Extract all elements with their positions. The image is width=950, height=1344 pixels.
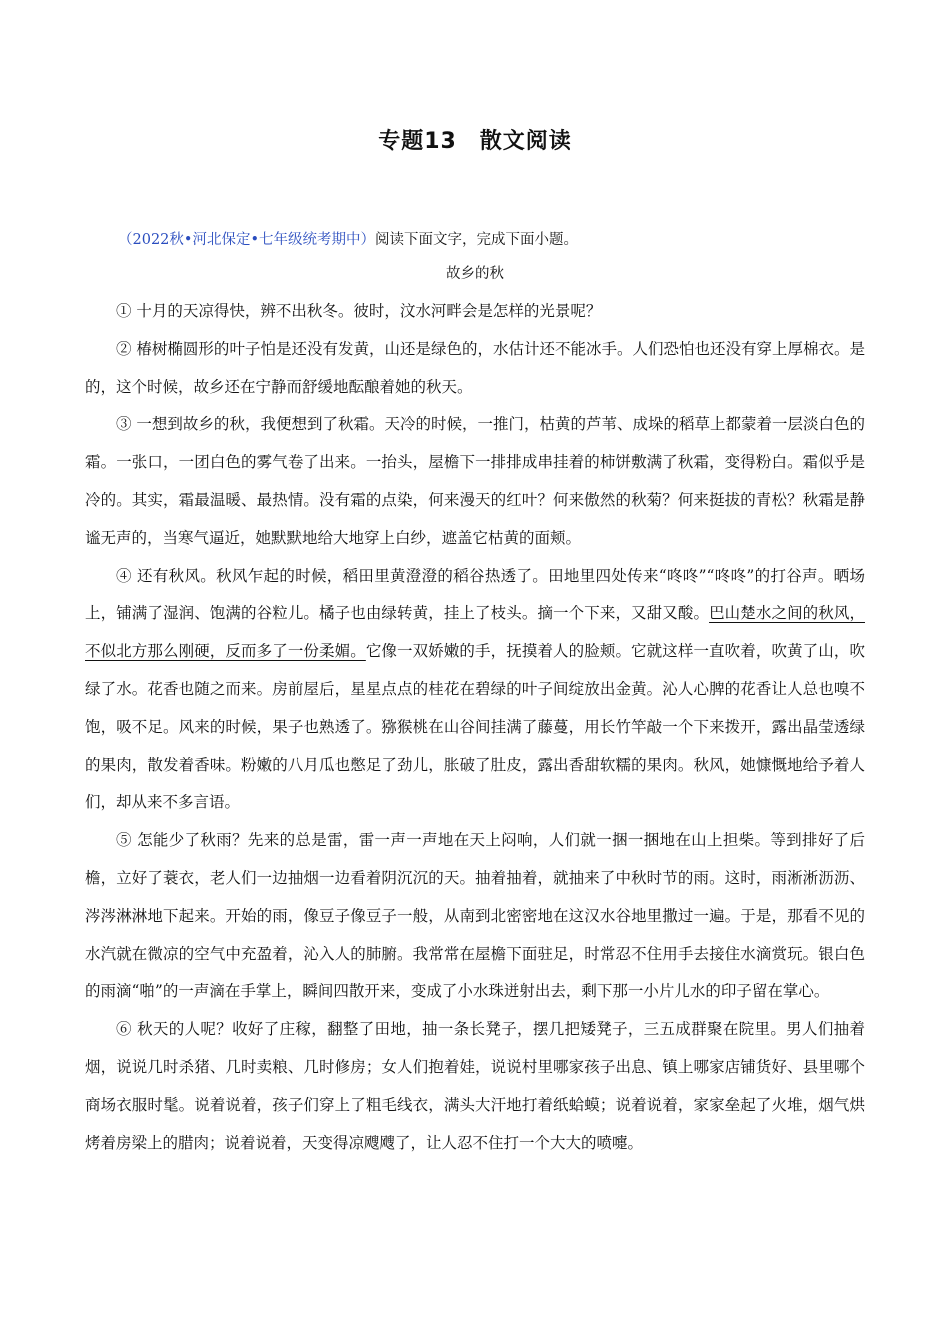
- paragraph-6: ⑥ 秋天的人呢？收好了庄稼，翻整了田地，抽一条长凳子，摆几把矮凳子，三五成群聚在院里。男人们抽着烟，说说几时杀猪、几时卖粮、几时修房；女人们抱着娃，说说村里哪家孩子出息、镇上哪家店铺货好、县里哪个商场衣服时髦。说着说着，孩子们穿上了粗毛线衣，满头大汗地打着纸蛤蟆；说着说着，家家垒起了火堆，烟气烘烤着房梁上的腊肉；说着说着，天变得凉飕飕了，让人忍不住打一个大大的喷嚏。: [85, 1020, 865, 1152]
- essay-title: 故乡的秋: [446, 266, 504, 282]
- paragraph-3: ③ 一想到故乡的秋，我便想到了秋霜。天冷的时候，一推门，枯黄的芦苇、成垛的稻草上都蒙着一层淡白色的霜。一张口，一团白色的雾气卷了出来。一抬头，屋檐下一排排成串挂着的柿饼敷满了秋霜，变得粉白。霜似乎是冷的。其实，霜最温暖、最热情。没有霜的点染，何来漫天的红叶？何来傲然的秋菊？何来挺拔的青松？秋霜是静谧无声的，当寒气逼近，她默默地给大地穿上白纱，遮盖它枯黄的面颊。: [85, 415, 865, 547]
- underlined-sentence: 巴山楚水之间的秋风，不似北方那么刚硬，反而多了一份柔媚。: [85, 604, 865, 661]
- paragraph-5: ⑤ 怎能少了秋雨？先来的总是雷，雷一声一声地在天上闷响，人们就一捆一捆地在山上担柴。等到排好了后檐，立好了蓑衣，老人们一边抽烟一边看着阴沉沉的天。抽着抽着，就抽来了中秋时节的雨。这时，雨淅淅沥沥、涔涔淋淋地下起来。开始的雨，像豆子像豆子一般，从南到北密密地在这汉水谷地里撒过一遍。于是，那看不见的水汽就在微凉的空气中充盈着，沁入人的肺腑。我常常在屋檐下面驻足，时常忍不住用手去接住水滴赏玩。银白色的雨滴“啪”的一声滴在手掌上，瞬间四散开来，变成了小水珠迸射出去，剩下那一小片儿水的印子留在掌心。: [85, 831, 865, 1001]
- source-tag: （2022秋•河北保定•七年级统考期中）: [118, 232, 376, 248]
- paragraph-4-before: ④ 还有秋风。秋风乍起的时候，稻田里黄澄澄的稻谷热透了。田地里四处传来“咚咚”“咚咚”的打谷声。晒场上，铺满了湿润、饱满的谷粒儿。橘子也由绿转黄，挂上了枝头。摘一个下来，又甜又酸。: [85, 566, 865, 623]
- paragraph-1: ① 十月的天凉得快，辨不出秋冬。彼时，汶水河畔会是怎样的光景呢？: [116, 302, 602, 320]
- instruction-text: 阅读下面文字，完成下面小题。: [375, 232, 579, 248]
- paragraph-2: ② 椿树椭圆形的叶子怕是还没有发黄，山还是绿色的，水估计还不能冰手。人们恐怕也还没有穿上厚棉衣。是的，这个时候，故乡还在宁静而舒缓地酝酿着她的秋天。: [85, 339, 865, 396]
- paragraph-4-after: 它像一双娇嫩的手，抚摸着人的脸颊。它就这样一直吹着，吹黄了山，吹绿了水。花香也随之而来。房前屋后，星星点点的桂花在碧绿的叶子间绽放出金黄。沁人心脾的花香让人总也嗅不饱，吸不足。风来的时候，果子也熟透了。猕猴桃在山谷间挂满了藤蔓，用长竹竿敲一个下来拨开，露出晶莹透绿的果肉，散发着香味。粉嫩的八月瓜也憋足了劲儿，胀破了肚皮，露出香甜软糯的果肉。秋风，她慷慨地给予着人们，却从来不多言语。: [85, 642, 865, 812]
- question-intro: [118, 228, 578, 249]
- essay-body: [85, 293, 865, 1162]
- paragraph-4: [85, 558, 865, 823]
- page-title: 专题13 散文阅读: [378, 129, 572, 154]
